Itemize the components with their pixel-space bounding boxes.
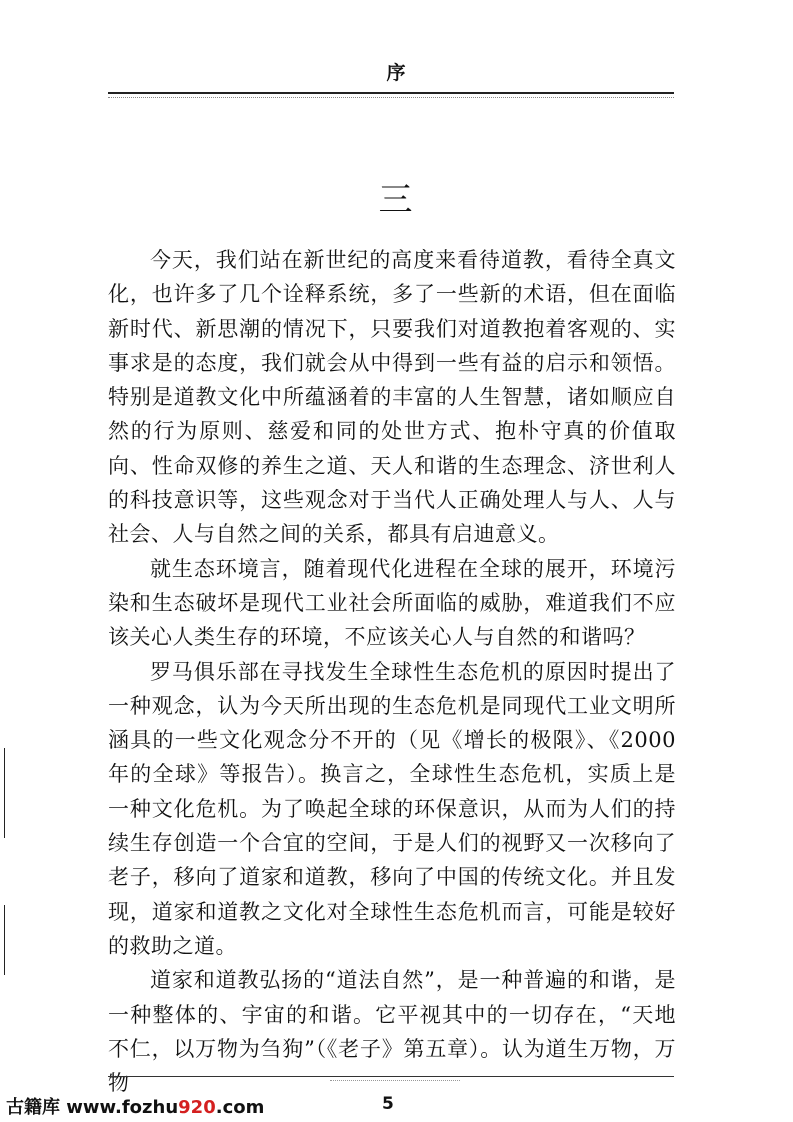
- paragraph-2: 就生态环境言，随着现代化进程在全球的展开，环境污染和生态破坏是现代工业社会所面临的威胁，难道我们不应该关心人类生存的环境，不应该关心人与自然的和谐吗？: [108, 556, 676, 650]
- site-watermark: [6, 1093, 264, 1119]
- header-rule: [108, 92, 674, 94]
- running-header-title: 序: [386, 62, 407, 84]
- watermark-accent: 920: [178, 1097, 216, 1118]
- watermark-suffix: .com: [215, 1097, 265, 1118]
- paragraph-3: 罗马俱乐部在寻找发生全球性生态危机的原因时提出了一种观念，认为今天所出现的生态危机是同现代工业文明所涵具的一些文化观念分不开的（见《增长的极限》、《2000年的全球》等报告）。换言之，全球性生态危机，实质上是一种文化危机。为了唤起全球的环保意识，从而为人们的持续生存创造一个合宜的空间，于是人们的视野又一次移向了老子，移向了道家和道教，移向了中国的传统文化。并且发现，道家和道教之文化对全球性生态危机而言，可能是较好的救助之道。: [108, 659, 676, 958]
- footer-rule-dotted: [330, 1080, 460, 1081]
- page-number: 5: [382, 1094, 394, 1114]
- body-text: [108, 243, 676, 1100]
- paragraph-4: 道家和道教弘扬的“道法自然”，是一种普遍的和谐，是一种整体的、宇宙的和谐。它平视其中的一切存在，“天地不仁，以万物为刍狗”（《老子》第五章）。认为道生万物，万物: [108, 968, 676, 1096]
- watermark-prefix: 古籍库 www.fozhu: [6, 1097, 179, 1118]
- scan-margin-mark: [4, 748, 5, 838]
- scan-margin-mark: [4, 905, 5, 975]
- section-number: 三: [378, 180, 415, 220]
- paragraph-1: 今天，我们站在新世纪的高度来看待道教，看待全真文化，也许多了几个诠释系统，多了一些新的术语，但在面临新时代、新思潮的情况下，只要我们对道教抱着客观的、实事求是的态度，我们就会从中得到一些有益的启示和领悟。特别是道教文化中所蕴涵着的丰富的人生智慧，诸如顺应自然的行为原则、慈爱和同的处世方式、抱朴守真的价值取向、性命双修的养生之道、天人和谐的生态理念、济世利人的科技意识等，这些观念对于当代人正确处理人与人、人与社会、人与自然之间的关系，都具有启迪意义。: [108, 248, 676, 547]
- footer-rule: [108, 1076, 674, 1077]
- header-rule-dotted: [108, 97, 674, 98]
